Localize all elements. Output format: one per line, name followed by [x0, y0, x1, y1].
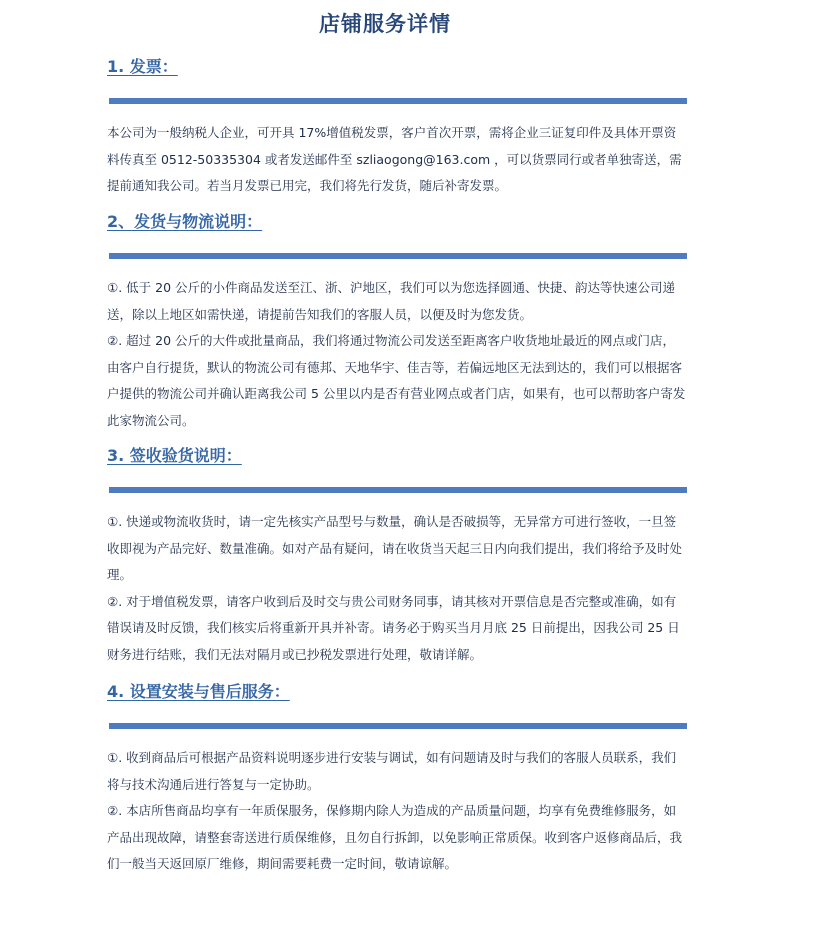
section-after-sales — [107, 679, 687, 878]
section-divider — [109, 98, 687, 104]
section-inspection — [107, 443, 687, 669]
section-body — [107, 275, 687, 435]
paragraph: ①. 快递或物流收货时，请一定先核实产品型号与数量，确认是否破损等，无异常方可进行签收，一旦签收即视为产品完好、数量准确。如对产品有疑问，请在收货当天起三日内向我们提出，我们将给予及时处理。 — [107, 514, 683, 583]
section-body — [107, 120, 687, 200]
section-body — [107, 745, 687, 878]
paragraph: ②. 超过 20 公斤的大件或批量商品，我们将通过物流公司发送至距离客户收货地址最近的网点或门店，由客户自行提货，默认的物流公司有德邦、天地华宇、佳吉等，若偏远地区无法到达的，我们可以根据客户提供的物流公司并确认距离我公司 5 公里以内是否有营业网点或者门店，如果有，也可以帮助客户寄发此家物流公司。 — [107, 333, 686, 428]
section-heading: 3. 签收验货说明： — [107, 446, 242, 465]
section-divider — [109, 487, 687, 493]
section-shipping — [107, 209, 687, 435]
section-divider — [109, 253, 687, 259]
paragraph: ①. 收到商品后可根据产品资料说明逐步进行安装与调试，如有问题请及时与我们的客服人员联系，我们将与技术沟通后进行答复与一定协助。 — [107, 750, 677, 792]
section-invoice — [107, 54, 687, 200]
section-divider — [109, 723, 687, 729]
section-heading: 2、发货与物流说明： — [107, 212, 263, 231]
section-heading: 4. 设置安装与售后服务： — [107, 682, 290, 701]
paragraph: ②. 对于增值税发票，请客户收到后及时交与贵公司财务同事，请其核对开票信息是否完整或准确，如有错误请及时反馈，我们核实后将重新开具并补寄。请务必于购买当月月底 25 日前提出，因我公司 25 日财务进行结账，我们无法对隔月或已抄税发票进行处理，敬请详解。 — [107, 593, 680, 662]
paragraph: ①. 低于 20 公斤的小件商品发送至江、浙、沪地区，我们可以为您选择圆通、快捷、韵达等快速公司递送，除以上地区如需快递，请提前告知我们的客服人员，以便及时为您发货。 — [107, 280, 676, 322]
section-heading: 1. 发票： — [107, 57, 178, 76]
paragraph: 本公司为一般纳税人企业，可开具 17%增值税发票，客户首次开票，需将企业三证复印件及具体开票资料传真至 0512-50335304 或者发送邮件至 szliaogong@163.com ，可以货票同行或者单独寄送，需提前通知我公司。若当月发票已用完，我们将先行发货，随后补寄发票。 — [107, 125, 682, 194]
page-title: 店铺服务详情 — [319, 12, 451, 36]
section-body — [107, 509, 687, 669]
paragraph: ②. 本店所售商品均享有一年质保服务，保修期内除人为造成的产品质量问题，均享有免费维修服务，如产品出现故障，请整套寄送进行质保维修，且勿自行拆卸，以免影响正常质保。收到客户返修商品后，我们一般当天返回原厂维修，期间需要耗费一定时间，敬请谅解。 — [107, 803, 683, 872]
